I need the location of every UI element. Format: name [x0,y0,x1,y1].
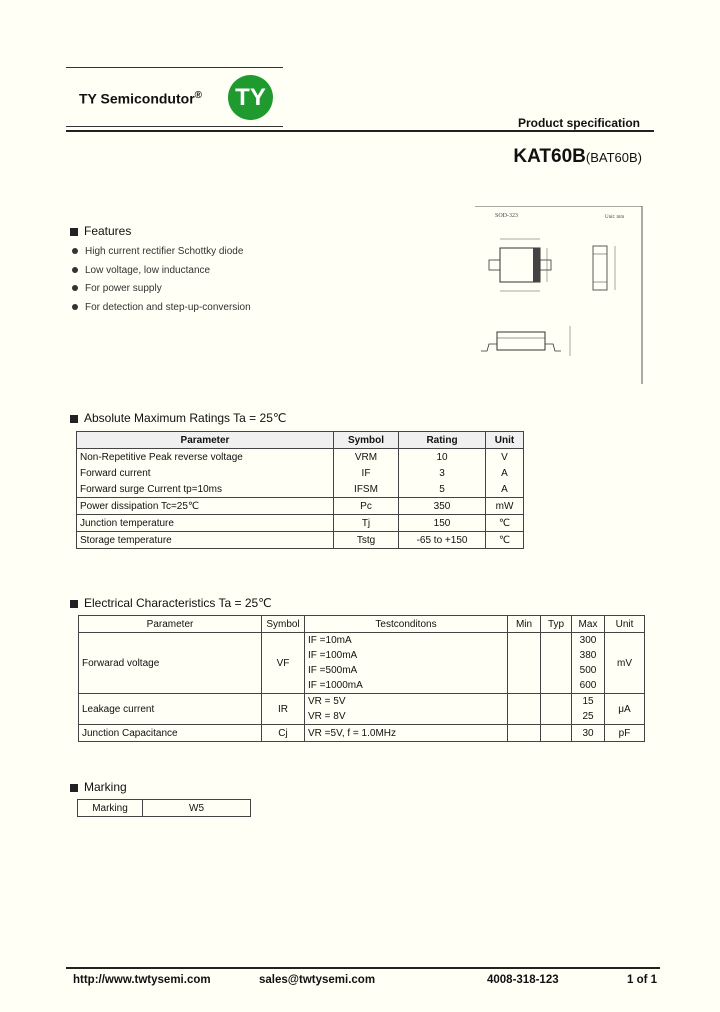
features-list [72,245,251,319]
company-logo: TY [228,75,273,120]
table-header: Min [508,616,541,633]
table-header: Rating [399,432,486,449]
table-header: Symbol [334,432,399,449]
table-row: Junction Capacitance Cj VR =5V, f = 1.0MHz 30 pF [79,725,645,742]
table-row: Marking W5 [78,800,251,817]
footer-rule [66,967,660,969]
email-link[interactable]: sales@twtysemi.com [259,974,376,986]
package-drawing [475,206,643,384]
elec-table [78,615,645,742]
table-header: Testconditons [305,616,508,633]
marking-table [77,799,251,817]
abs-max-heading: Absolute Maximum Ratings Ta = 25℃ [70,411,286,425]
elec-heading: Electrical Characteristics Ta = 25℃ [70,596,272,610]
features-heading: Features [70,224,131,238]
table-row: Junction temperature Tj 150 ℃ [77,515,524,532]
phone-number: 4008-318-123 [487,974,559,986]
table-header: Parameter [77,432,334,449]
table-header: Unit [605,616,645,633]
doc-type: Product specification [517,116,640,130]
list-item: Low voltage, low inductance [72,264,251,283]
header-rule-top [66,67,283,68]
part-number: KAT60B(BAT60B) [513,146,642,167]
table-row: Forwarad voltage VF IF =10mA IF =100mA IF =500mA IF =1000mA 300 380 500 600 mV [79,633,645,694]
table-row: Forward current IF 3 A [77,465,524,481]
list-item: For power supply [72,282,251,301]
header-rule-short [66,126,283,127]
website-link[interactable]: http://www.twtysemi.com [73,974,211,986]
unit-label: Unit: mm [605,215,625,220]
table-header: Parameter [79,616,262,633]
table-header: Typ [541,616,572,633]
table-row: Power dissipation Tc=25℃ Pc 350 mW [77,498,524,515]
table-row: Non-Repetitive Peak reverse voltage VRM 10 V [77,449,524,466]
list-item: For detection and step-up-conversion [72,301,251,320]
marking-heading: Marking [70,780,127,794]
table-header: Unit [486,432,524,449]
list-item: High current rectifier Schottky diode [72,245,251,264]
header-rule-long [66,130,654,132]
package-name: SOD-323 [495,213,519,219]
table-row: Storage temperature Tstg -65 to +150 ℃ [77,532,524,549]
company-name: TY Semicondutor® [79,90,203,107]
abs-max-table [76,431,524,549]
table-header: Symbol [262,616,305,633]
table-row: Forward surge Current tp=10ms IFSM 5 A [77,481,524,498]
sod323-outline [475,206,643,384]
table-row: Leakage current IR VR = 5V VR = 8V 15 25 μA [79,694,645,725]
page-number: 1 of 1 [627,974,658,986]
table-header: Max [572,616,605,633]
